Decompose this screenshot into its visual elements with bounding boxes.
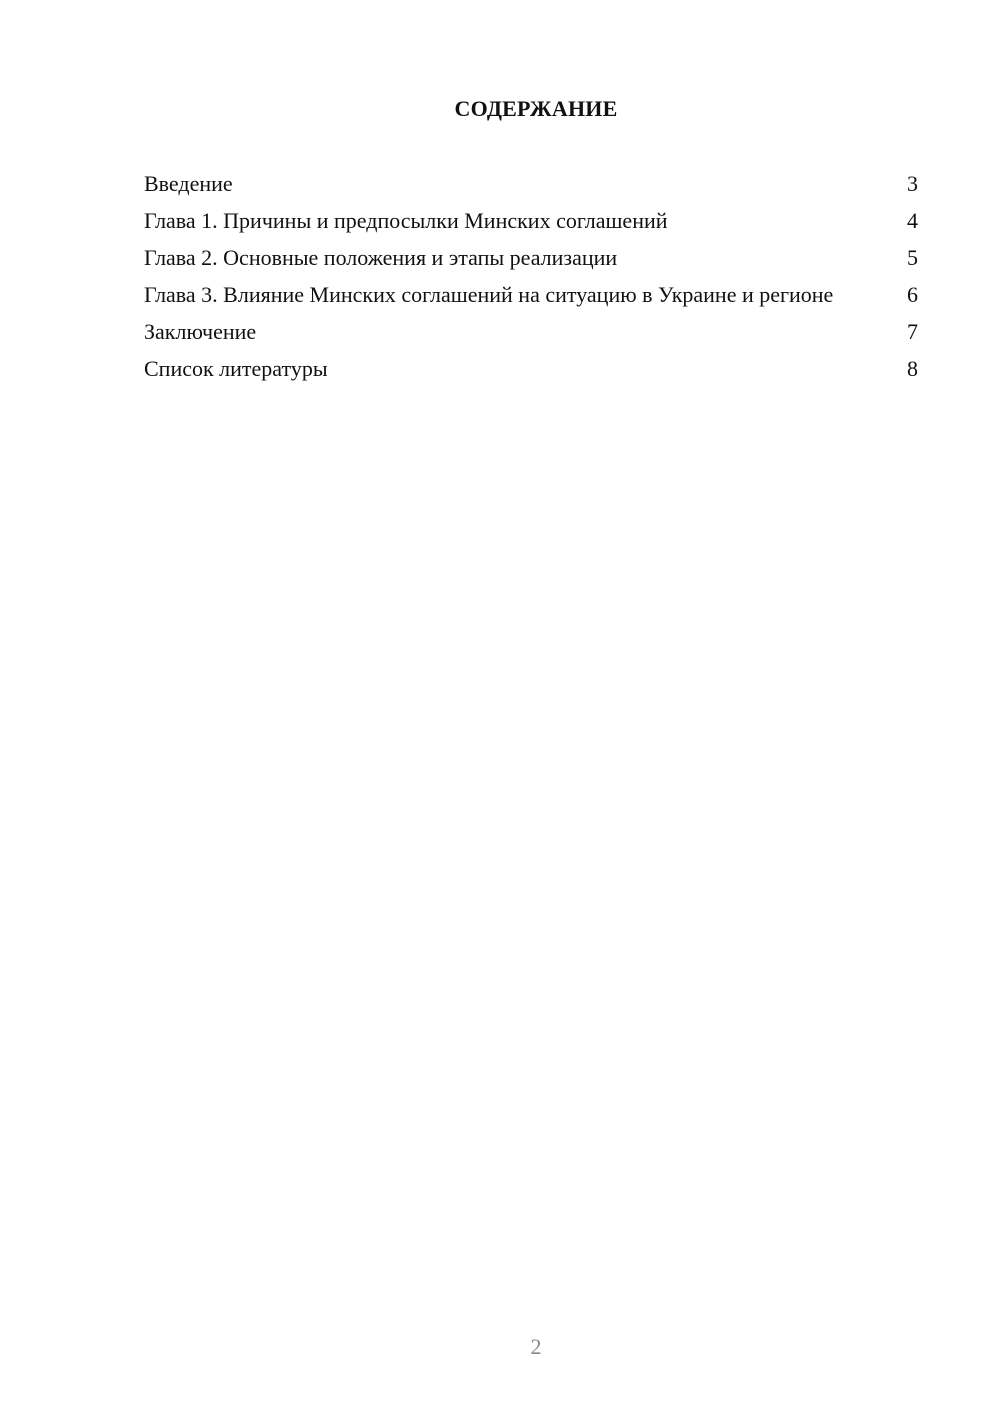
table-of-contents: [144, 170, 918, 392]
toc-entry: [144, 170, 918, 197]
toc-entry-label: Заключение: [144, 319, 257, 344]
page-number: 2: [530, 1334, 542, 1359]
toc-entry-label: Глава 1. Причины и предпосылки Минских соглашений: [144, 208, 668, 233]
toc-entry-page: 4: [907, 208, 918, 233]
toc-entry: [144, 281, 918, 308]
toc-entry-label: Глава 2. Основные положения и этапы реализации: [144, 245, 618, 270]
toc-entry-label: Список литературы: [144, 356, 328, 381]
toc-entry: [144, 244, 918, 271]
toc-entry: [144, 318, 918, 345]
toc-entry-label: Глава 3. Влияние Минских соглашений на ситуацию в Украине и регионе: [144, 282, 834, 307]
toc-entry: [144, 207, 918, 234]
toc-entry: [144, 355, 918, 382]
toc-entry-page: 5: [907, 245, 918, 270]
toc-entry-label: Введение: [144, 171, 233, 196]
toc-entry-page: 6: [907, 282, 918, 307]
toc-title: СОДЕРЖАНИЕ: [454, 96, 618, 121]
toc-entry-page: 8: [907, 356, 918, 381]
toc-entry-page: 3: [907, 171, 918, 196]
toc-entry-page: 7: [907, 319, 918, 344]
